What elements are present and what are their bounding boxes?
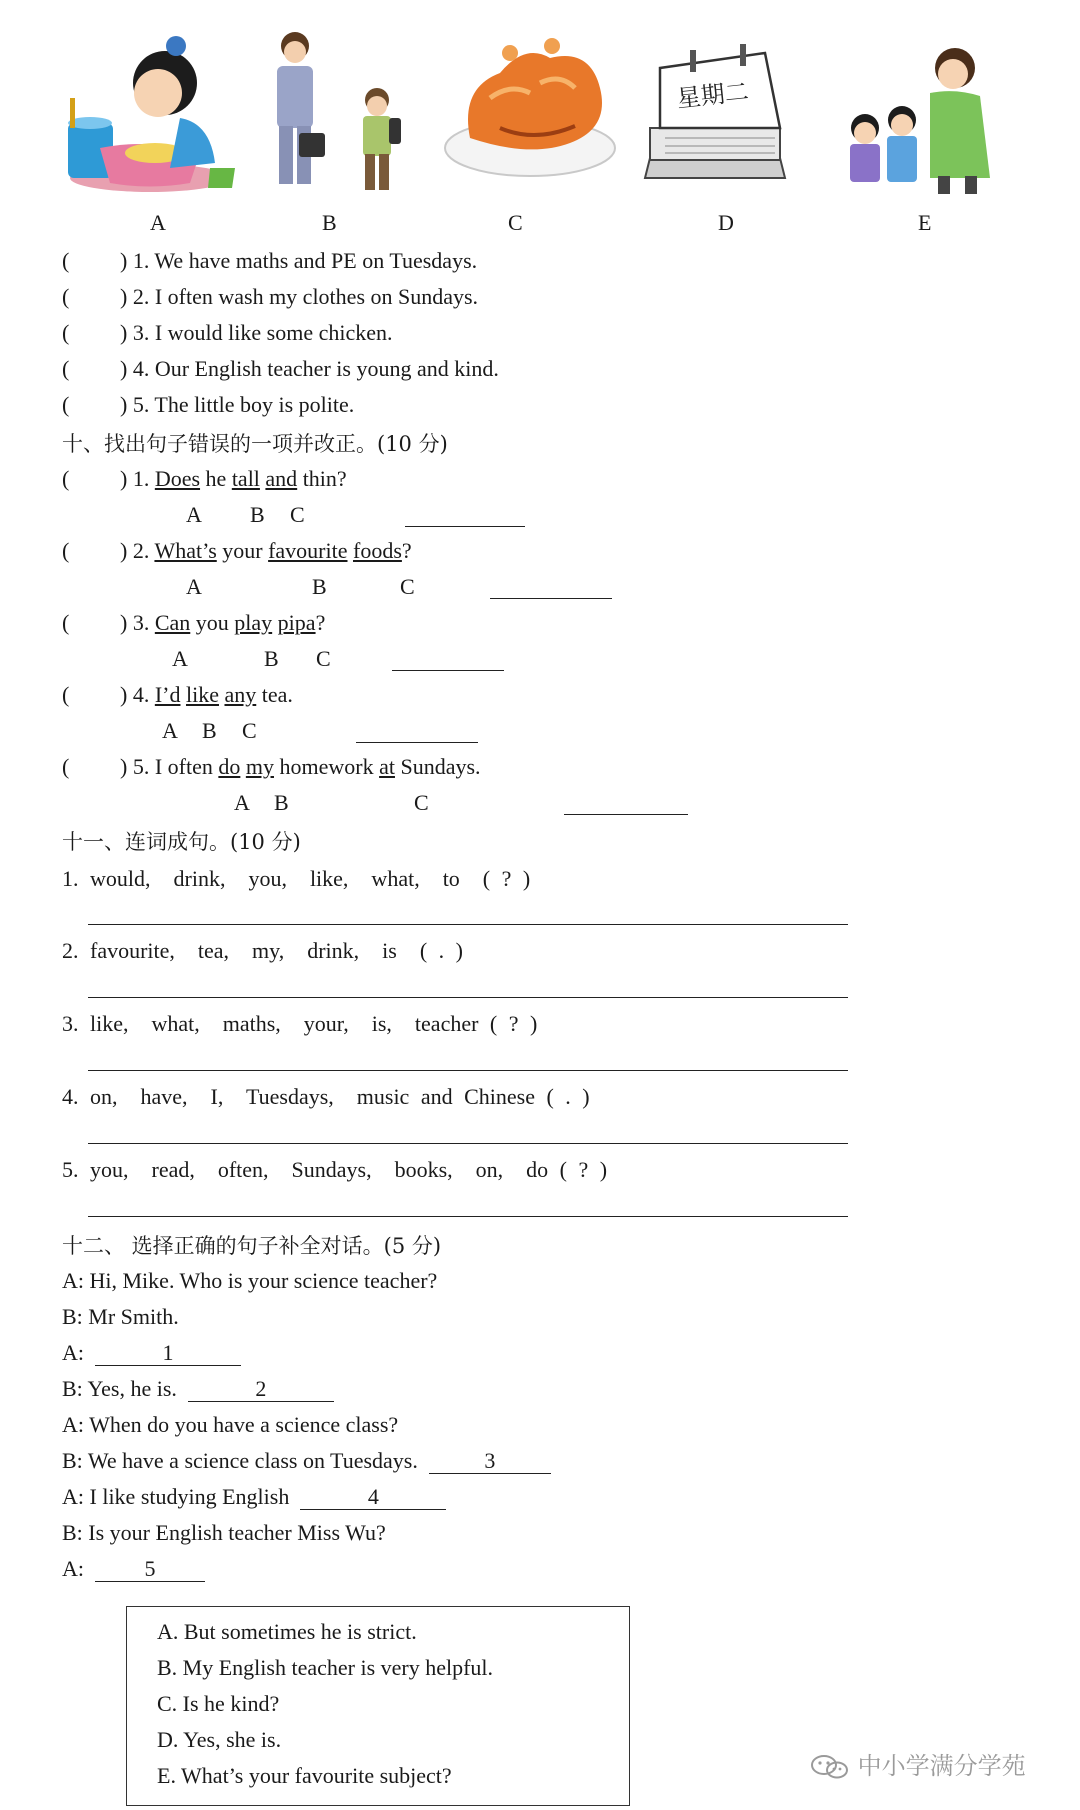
- option-a-word: Can: [154, 610, 191, 635]
- matching-item-text: 5. The little boy is polite.: [132, 392, 355, 417]
- plain-word: you: [195, 610, 229, 635]
- paren-open: (: [62, 248, 70, 273]
- paren-open: (: [62, 610, 70, 635]
- dialogue-text: A: Hi, Mike. Who is your science teacher?: [62, 1268, 438, 1293]
- letter-a: A: [186, 574, 202, 599]
- plain-word: I often: [154, 754, 213, 779]
- letter-a: A: [186, 502, 202, 527]
- letter-b: B: [202, 718, 217, 743]
- dialogue-line-9: [62, 1556, 205, 1582]
- paren-open: (: [62, 754, 70, 779]
- paren-close: ): [120, 538, 128, 563]
- plain-word: homework: [279, 754, 374, 779]
- dialogue-text: A: When do you have a science class?: [62, 1412, 399, 1437]
- letter-b: B: [250, 502, 265, 527]
- paren-close: ): [120, 320, 128, 345]
- matching-item-text: 2. I often wash my clothes on Sundays.: [132, 284, 479, 309]
- dialogue-line-2: [62, 1304, 179, 1330]
- correction-blank-4[interactable]: [356, 742, 478, 743]
- matching-item-text: 3. I would like some chicken.: [132, 320, 393, 345]
- roast-chicken-picture: [440, 28, 620, 188]
- letter-a: A: [234, 790, 250, 815]
- plain-word: tea.: [261, 682, 293, 707]
- error-question-1: [120, 466, 347, 492]
- watermark-text: 中小学满分学苑: [857, 1752, 1026, 1780]
- option-c-word: foods: [353, 538, 402, 563]
- paren-close: ): [120, 356, 128, 381]
- answer-line-4[interactable]: [88, 1143, 848, 1144]
- dialogue-blank-2[interactable]: 2: [188, 1377, 334, 1402]
- correction-blank-1[interactable]: [405, 526, 525, 527]
- answer-line-5[interactable]: [88, 1216, 848, 1217]
- plain-word: Sundays.: [400, 754, 481, 779]
- letter-b: B: [264, 646, 279, 671]
- plain-word: ?: [401, 538, 412, 563]
- options-box: [126, 1606, 630, 1806]
- watermark: [810, 1746, 1026, 1781]
- picture-label-a: A: [150, 210, 166, 235]
- dialogue-text: A: I like studying English: [62, 1484, 290, 1509]
- word-order-item-3: 3. like, what, maths, your, is, teacher ( ? ): [62, 1011, 538, 1036]
- letter-c: C: [290, 502, 305, 527]
- dialogue-blank-3[interactable]: 3: [429, 1449, 551, 1474]
- matching-item-text: 4. Our English teacher is young and kind.: [132, 356, 499, 381]
- paren-open: (: [62, 356, 70, 381]
- option-a: A. But sometimes he is strict.: [157, 1619, 417, 1644]
- letter-b: B: [312, 574, 327, 599]
- option-c-word: pipa: [277, 610, 316, 635]
- dialogue-line-3: [62, 1340, 241, 1366]
- answer-line-1[interactable]: [88, 924, 848, 925]
- paren-close: ): [120, 248, 128, 273]
- option-a-word: I’d: [154, 682, 181, 707]
- letter-a: A: [162, 718, 178, 743]
- paren-close: ): [120, 682, 128, 707]
- section-11-heading: 十一、连词成句。(10 分): [62, 830, 301, 854]
- correction-blank-3[interactable]: [392, 670, 504, 671]
- word-order-item-1: 1. would, drink, you, like, what, to ( ? ): [62, 866, 531, 891]
- option-c: C. Is he kind?: [157, 1691, 280, 1716]
- matching-item-4: [120, 356, 499, 382]
- dialogue-text: B: We have a science class on Tuesdays.: [62, 1448, 418, 1473]
- dialogue-text: A:: [62, 1556, 84, 1581]
- dialogue-line-5: [62, 1412, 398, 1438]
- matching-item-3: [120, 320, 393, 346]
- error-question-4: [120, 682, 293, 708]
- plain-word: your: [222, 538, 263, 563]
- error-question-3: [120, 610, 325, 636]
- plain-word: he: [205, 466, 227, 491]
- correction-blank-5[interactable]: [564, 814, 688, 815]
- letter-c: C: [242, 718, 257, 743]
- letter-c: C: [414, 790, 429, 815]
- dialogue-line-4: [62, 1376, 334, 1402]
- option-b-word: my: [245, 754, 274, 779]
- paren-open: (: [62, 320, 70, 345]
- option-a-word: What’s: [154, 538, 217, 563]
- picture-label-b: B: [322, 210, 337, 235]
- dialogue-text: B: Yes, he is.: [62, 1376, 177, 1401]
- option-b-word: tall: [231, 466, 260, 491]
- option-c-word: and: [265, 466, 298, 491]
- paren-close: ): [120, 392, 128, 417]
- question-number: 4.: [132, 682, 150, 707]
- dialogue-text: B: Is your English teacher Miss Wu?: [62, 1520, 386, 1545]
- paren-close: ): [120, 284, 128, 309]
- option-a-word: do: [218, 754, 241, 779]
- question-number: 5.: [132, 754, 150, 779]
- letter-b: B: [274, 790, 289, 815]
- dialogue-line-6: [62, 1448, 551, 1474]
- option-b-word: play: [234, 610, 273, 635]
- dialogue-blank-4[interactable]: 4: [300, 1485, 446, 1510]
- dialogue-line-7: [62, 1484, 446, 1510]
- word-order-item-4: 4. on, have, I, Tuesdays, music and Chinese ( . ): [62, 1084, 590, 1109]
- section-10-heading: 十、找出句子错误的一项并改正。(10 分): [62, 432, 448, 456]
- matching-item-text: 1. We have maths and PE on Tuesdays.: [132, 248, 478, 273]
- girl-washing-clothes-picture: [60, 28, 240, 198]
- paren-close: ): [120, 610, 128, 635]
- question-number: 2.: [132, 538, 150, 563]
- plain-word: ?: [315, 610, 326, 635]
- correction-blank-2[interactable]: [490, 598, 612, 599]
- matching-item-2: [120, 284, 478, 310]
- option-c-word: any: [224, 682, 257, 707]
- dialogue-blank-1[interactable]: 1: [95, 1341, 241, 1366]
- option-c-word: at: [379, 754, 395, 779]
- dialogue-text: B: Mr Smith.: [62, 1304, 179, 1329]
- paren-open: (: [62, 284, 70, 309]
- option-e: E. What’s your favourite subject?: [157, 1763, 452, 1788]
- paren-open: (: [62, 538, 70, 563]
- matching-item-1: [120, 248, 477, 274]
- option-b: B. My English teacher is very helpful.: [157, 1655, 494, 1680]
- dialogue-line-8: [62, 1520, 386, 1546]
- option-b-word: favourite: [268, 538, 348, 563]
- section-12-heading: 十二、 选择正确的句子补全对话。(5 分): [62, 1234, 442, 1258]
- dialogue-blank-5[interactable]: 5: [95, 1557, 205, 1582]
- letter-c: C: [316, 646, 331, 671]
- word-order-item-5: 5. you, read, often, Sundays, books, on, do ( ? ): [62, 1157, 608, 1182]
- letter-a: A: [172, 646, 188, 671]
- calendar-day-text: 星期二: [675, 77, 750, 113]
- calendar-picture: [635, 28, 795, 188]
- paren-close: ): [120, 466, 128, 491]
- word-order-item-2: 2. favourite, tea, my, drink, is ( . ): [62, 938, 463, 963]
- paren-open: (: [62, 682, 70, 707]
- question-number: 1.: [132, 466, 150, 491]
- wechat-icon: [810, 1753, 850, 1781]
- picture-label-d: D: [718, 210, 734, 235]
- paren-open: (: [62, 466, 70, 491]
- picture-label-e: E: [918, 210, 932, 235]
- man-and-boy-picture: [255, 28, 415, 198]
- option-d: D. Yes, she is.: [157, 1727, 282, 1752]
- teacher-and-students-picture: [830, 28, 1010, 198]
- answer-line-3[interactable]: [88, 1070, 848, 1071]
- letter-c: C: [400, 574, 415, 599]
- error-question-5: [120, 754, 481, 780]
- option-b-word: like: [185, 682, 219, 707]
- paren-close: ): [120, 754, 128, 779]
- picture-label-c: C: [508, 210, 523, 235]
- error-question-2: [120, 538, 412, 564]
- dialogue-line-1: [62, 1268, 437, 1294]
- option-a-word: Does: [154, 466, 201, 491]
- plain-word: thin?: [302, 466, 347, 491]
- paren-open: (: [62, 392, 70, 417]
- answer-line-2[interactable]: [88, 997, 848, 998]
- dialogue-text: A:: [62, 1340, 84, 1365]
- question-number: 3.: [132, 610, 150, 635]
- matching-item-5: [120, 392, 354, 418]
